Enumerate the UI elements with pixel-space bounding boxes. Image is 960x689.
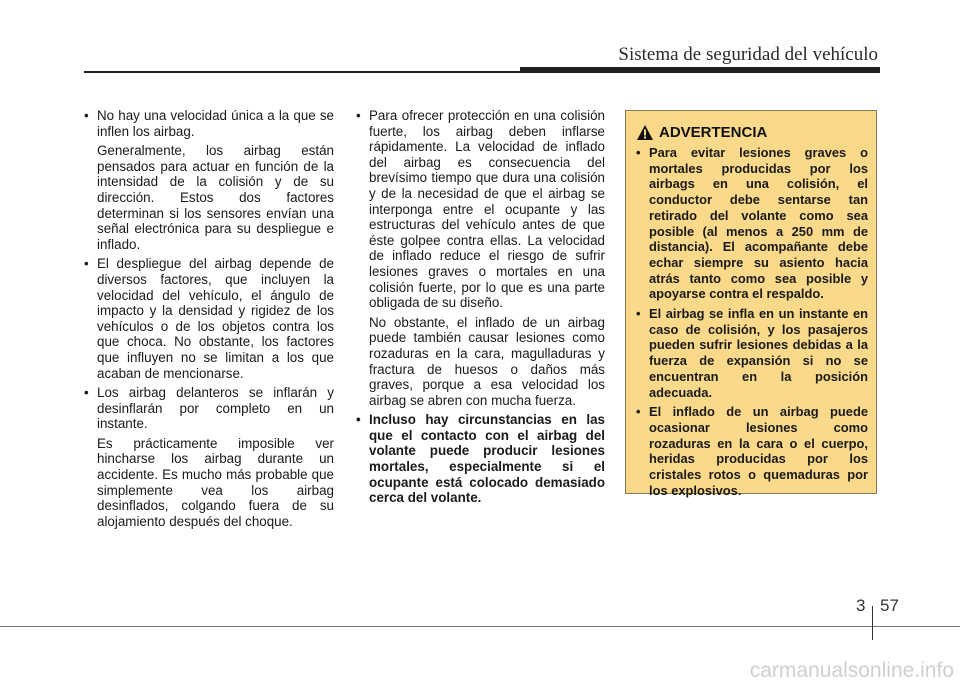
footer-rule <box>0 626 960 627</box>
paragraph: No obstante, el inflado de un airbag puede también causar lesiones como rozaduras en la cara, magulladuras y fractura de huesos o daños más graves, porque a esa velocidad los airbag se abren con mucha fuerza. <box>369 314 605 408</box>
bullet-item <box>356 108 605 311</box>
chapter-number: 3 <box>856 596 866 615</box>
bullet-item <box>84 385 334 432</box>
bullet-glyph: • <box>84 256 89 272</box>
bullet-text: Para ofrecer protección en una colisión fuerte, los airbag deben inflarse rápidamente. La velocidad de inflado del airbag es consecuencia del brevísimo tiempo que dura una colisión y de la necesidad de que el airbag se interponga entre el ocupante y las estructuras del vehículo antes de que éste golpee contra ellas. La velocidad de inflado reduce el riesgo de sufrir lesiones graves o mortales en una colisión fuerte, por lo que es una parte obligada de su diseño. <box>369 108 605 311</box>
text-column-1 <box>84 108 334 529</box>
bullet-glyph: • <box>636 145 641 160</box>
watermark: carmanualsonline.info <box>749 659 954 682</box>
text-column-2 <box>356 108 605 506</box>
bullet-item-bold <box>356 412 605 506</box>
warning-item-text: Para evitar lesiones graves o mortales producidas por los airbags en una colisión, el conductor debe sentarse tan retirado del volante como sea posible (al menos a 250 mm de distancia). El acompañante debe echar siempre su asiento hacia atrás tanto como sea posible y apoyarse contra el respaldo. <box>649 145 868 302</box>
warning-item-text: El airbag se infla en un instante en caso de colisión, y los pasajeros pueden sufrir lesiones debidas a la fuerza de expansión si no se encuentran en la posición adecuada. <box>649 306 868 400</box>
page-header-title: Sistema de seguridad del vehículo <box>618 44 878 65</box>
warning-list <box>636 145 868 502</box>
bullet-text: No hay una velocidad única a la que se inflen los airbag. <box>97 108 334 139</box>
bullet-text: El despliegue del airbag depende de diversos factores, que incluyen la velocidad del vehículo, el ángulo de impacto y la densidad y rigidez de los vehículos o de los objetos contra los que choca. No obstante, los factores que influyen no se limitan a los que acaban de mencionarse. <box>97 256 334 381</box>
bullet-glyph: • <box>636 306 641 322</box>
warning-item <box>636 404 868 498</box>
warning-header <box>636 124 767 141</box>
bullet-glyph: • <box>636 404 641 420</box>
page-number: 57 <box>880 596 899 615</box>
warning-item <box>636 306 868 400</box>
warning-title: ADVERTENCIA <box>659 124 768 141</box>
bullet-glyph: • <box>84 385 89 401</box>
warning-item-text: El inflado de un airbag puede ocasionar lesiones como rozaduras en la cara o el cuerpo, heridas producidas por los cristales rotos o quemaduras por los explosivos. <box>649 404 868 498</box>
bullet-glyph: • <box>84 108 89 123</box>
warning-triangle-icon <box>636 124 654 141</box>
bullet-glyph: • <box>356 412 361 428</box>
paragraph: Generalmente, los airbag están pensados para actuar en función de la intensidad de la colisión y de su dirección. Estos dos factores determinan si los sensores envían una señal electrónica para su despliegue e inflado. <box>97 143 334 252</box>
bullet-item <box>84 256 334 381</box>
bullet-glyph: • <box>356 108 361 123</box>
header-rule <box>84 71 880 73</box>
bullet-text: Los airbag delanteros se inflarán y desinflarán por completo en un instante. <box>97 385 334 432</box>
footer-divider <box>872 606 873 640</box>
bullet-text: Incluso hay circunstancias en las que el contacto con el airbag del volante puede producir lesiones mortales, especialmente si el ocupante está colocado demasiado cerca del volante. <box>369 412 605 506</box>
bullet-item <box>84 108 334 139</box>
warning-box <box>625 110 877 498</box>
paragraph: Es prácticamente imposible ver hincharse los airbag durante un accidente. Es mucho más probable que simplemente vea los airbag desinflados, colgando fuera de su alojamiento después del choque. <box>97 435 334 529</box>
warning-item <box>636 145 868 302</box>
